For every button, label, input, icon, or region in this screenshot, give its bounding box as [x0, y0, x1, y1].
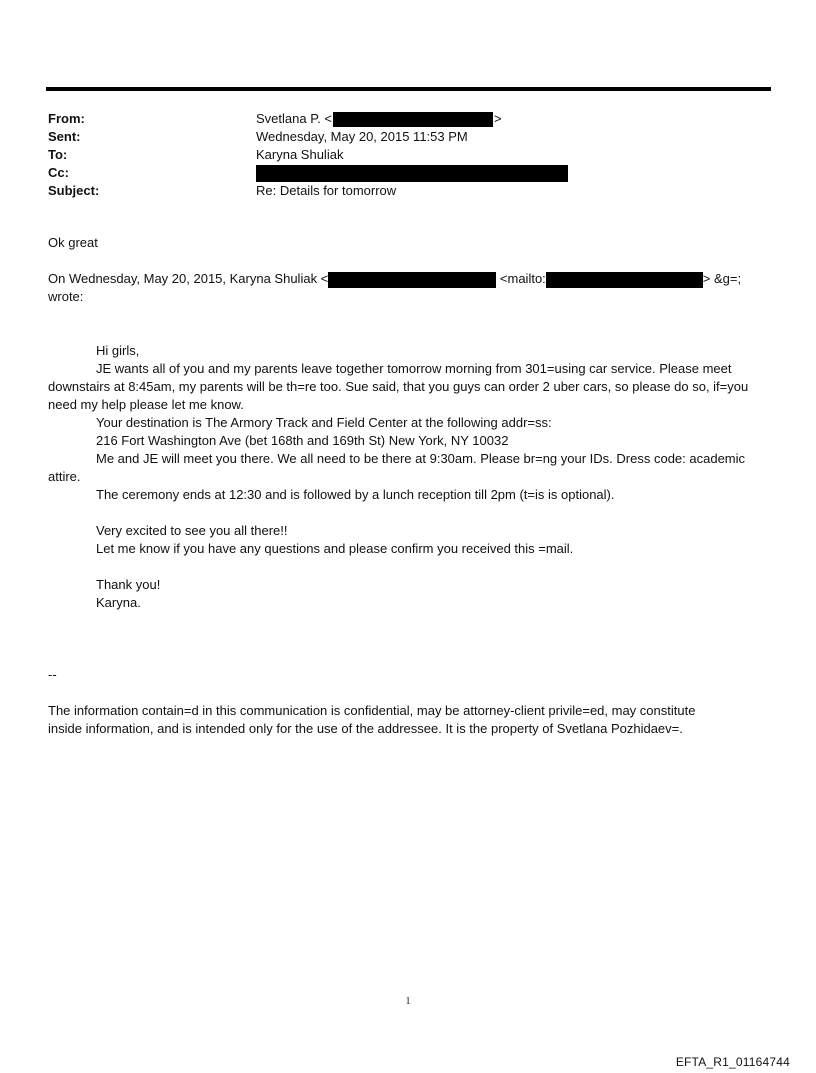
redaction-block — [256, 165, 568, 182]
from-close: > — [494, 111, 502, 126]
confirm-line: Let me know if you have any questions and please confirm you received this =mail. — [96, 541, 574, 556]
quote-intro-start: On Wednesday, May 20, 2015, Karyna Shuliak < — [48, 271, 329, 286]
signoff: Karyna. — [96, 595, 141, 610]
paragraph-line: JE wants all of you and my parents leave together tomorrow morning from 301=using car service. Please meet — [96, 361, 732, 376]
header-divider — [46, 87, 771, 91]
paragraph-line: Me and JE will meet you there. We all need to be there at 9:30am. Please br=ng your IDs. Dress code: academic — [96, 451, 746, 466]
address-line: 216 Fort Washington Ave (bet 168th and 169th St) New York, NY 10032 — [96, 433, 509, 448]
paragraph-line: need my help please let me know. — [48, 397, 244, 412]
redaction-block — [328, 272, 496, 288]
to-label: To: — [48, 147, 68, 162]
to-value: Karyna Shuliak — [256, 147, 344, 162]
thanks-line: Thank you! — [96, 577, 161, 592]
cc-value — [256, 164, 568, 182]
subject-value: Re: Details for tomorrow — [256, 183, 397, 198]
paragraph-line: downstairs at 8:45am, my parents will be th=re too. Sue said, that you guys can order 2 uber cars, so please do so, if=you — [48, 379, 749, 394]
from-row — [48, 110, 768, 128]
document-id: EFTA_R1_01164744 — [675, 1055, 790, 1069]
subject-row — [48, 182, 768, 200]
destination-line: Your destination is The Armory Track and Field Center at the following addr=ss: — [96, 415, 552, 430]
quote-intro — [48, 270, 778, 288]
sent-value: Wednesday, May 20, 2015 11:53 PM — [256, 129, 468, 144]
quote-intro-mailto: <mailto: — [499, 271, 546, 286]
cc-row — [48, 164, 768, 182]
redaction-block — [333, 112, 493, 127]
excited-line: Very excited to see you all there!! — [96, 523, 288, 538]
signature-separator: -- — [48, 667, 57, 682]
disclaimer-line: inside information, and is intended only for the use of the addressee. It is the property of Svetlana Pozhidaev=. — [48, 721, 683, 736]
disclaimer-line: The information contain=d in this communication is confidential, may be attorney-client privile=ed, may constitute — [48, 703, 696, 718]
from-name: Svetlana P. < — [256, 111, 333, 126]
to-row — [48, 146, 768, 164]
greeting: Hi girls, — [96, 343, 140, 358]
sent-row — [48, 128, 768, 146]
quote-intro-wrote: wrote: — [48, 289, 84, 304]
sent-label: Sent: — [48, 129, 81, 144]
from-label: From: — [48, 111, 85, 126]
quote-intro-end: > &g=; — [702, 271, 742, 286]
page-number: 1 — [405, 996, 411, 1007]
email-header — [48, 110, 768, 200]
from-value — [256, 110, 502, 128]
redaction-block — [546, 272, 703, 288]
reply-text: Ok great — [48, 235, 98, 250]
cc-label: Cc: — [48, 165, 69, 180]
paragraph-line: attire. — [48, 469, 81, 484]
ceremony-line: The ceremony ends at 12:30 and is followed by a lunch reception till 2pm (t=is is optional). — [96, 487, 615, 502]
subject-label: Subject: — [48, 183, 100, 198]
